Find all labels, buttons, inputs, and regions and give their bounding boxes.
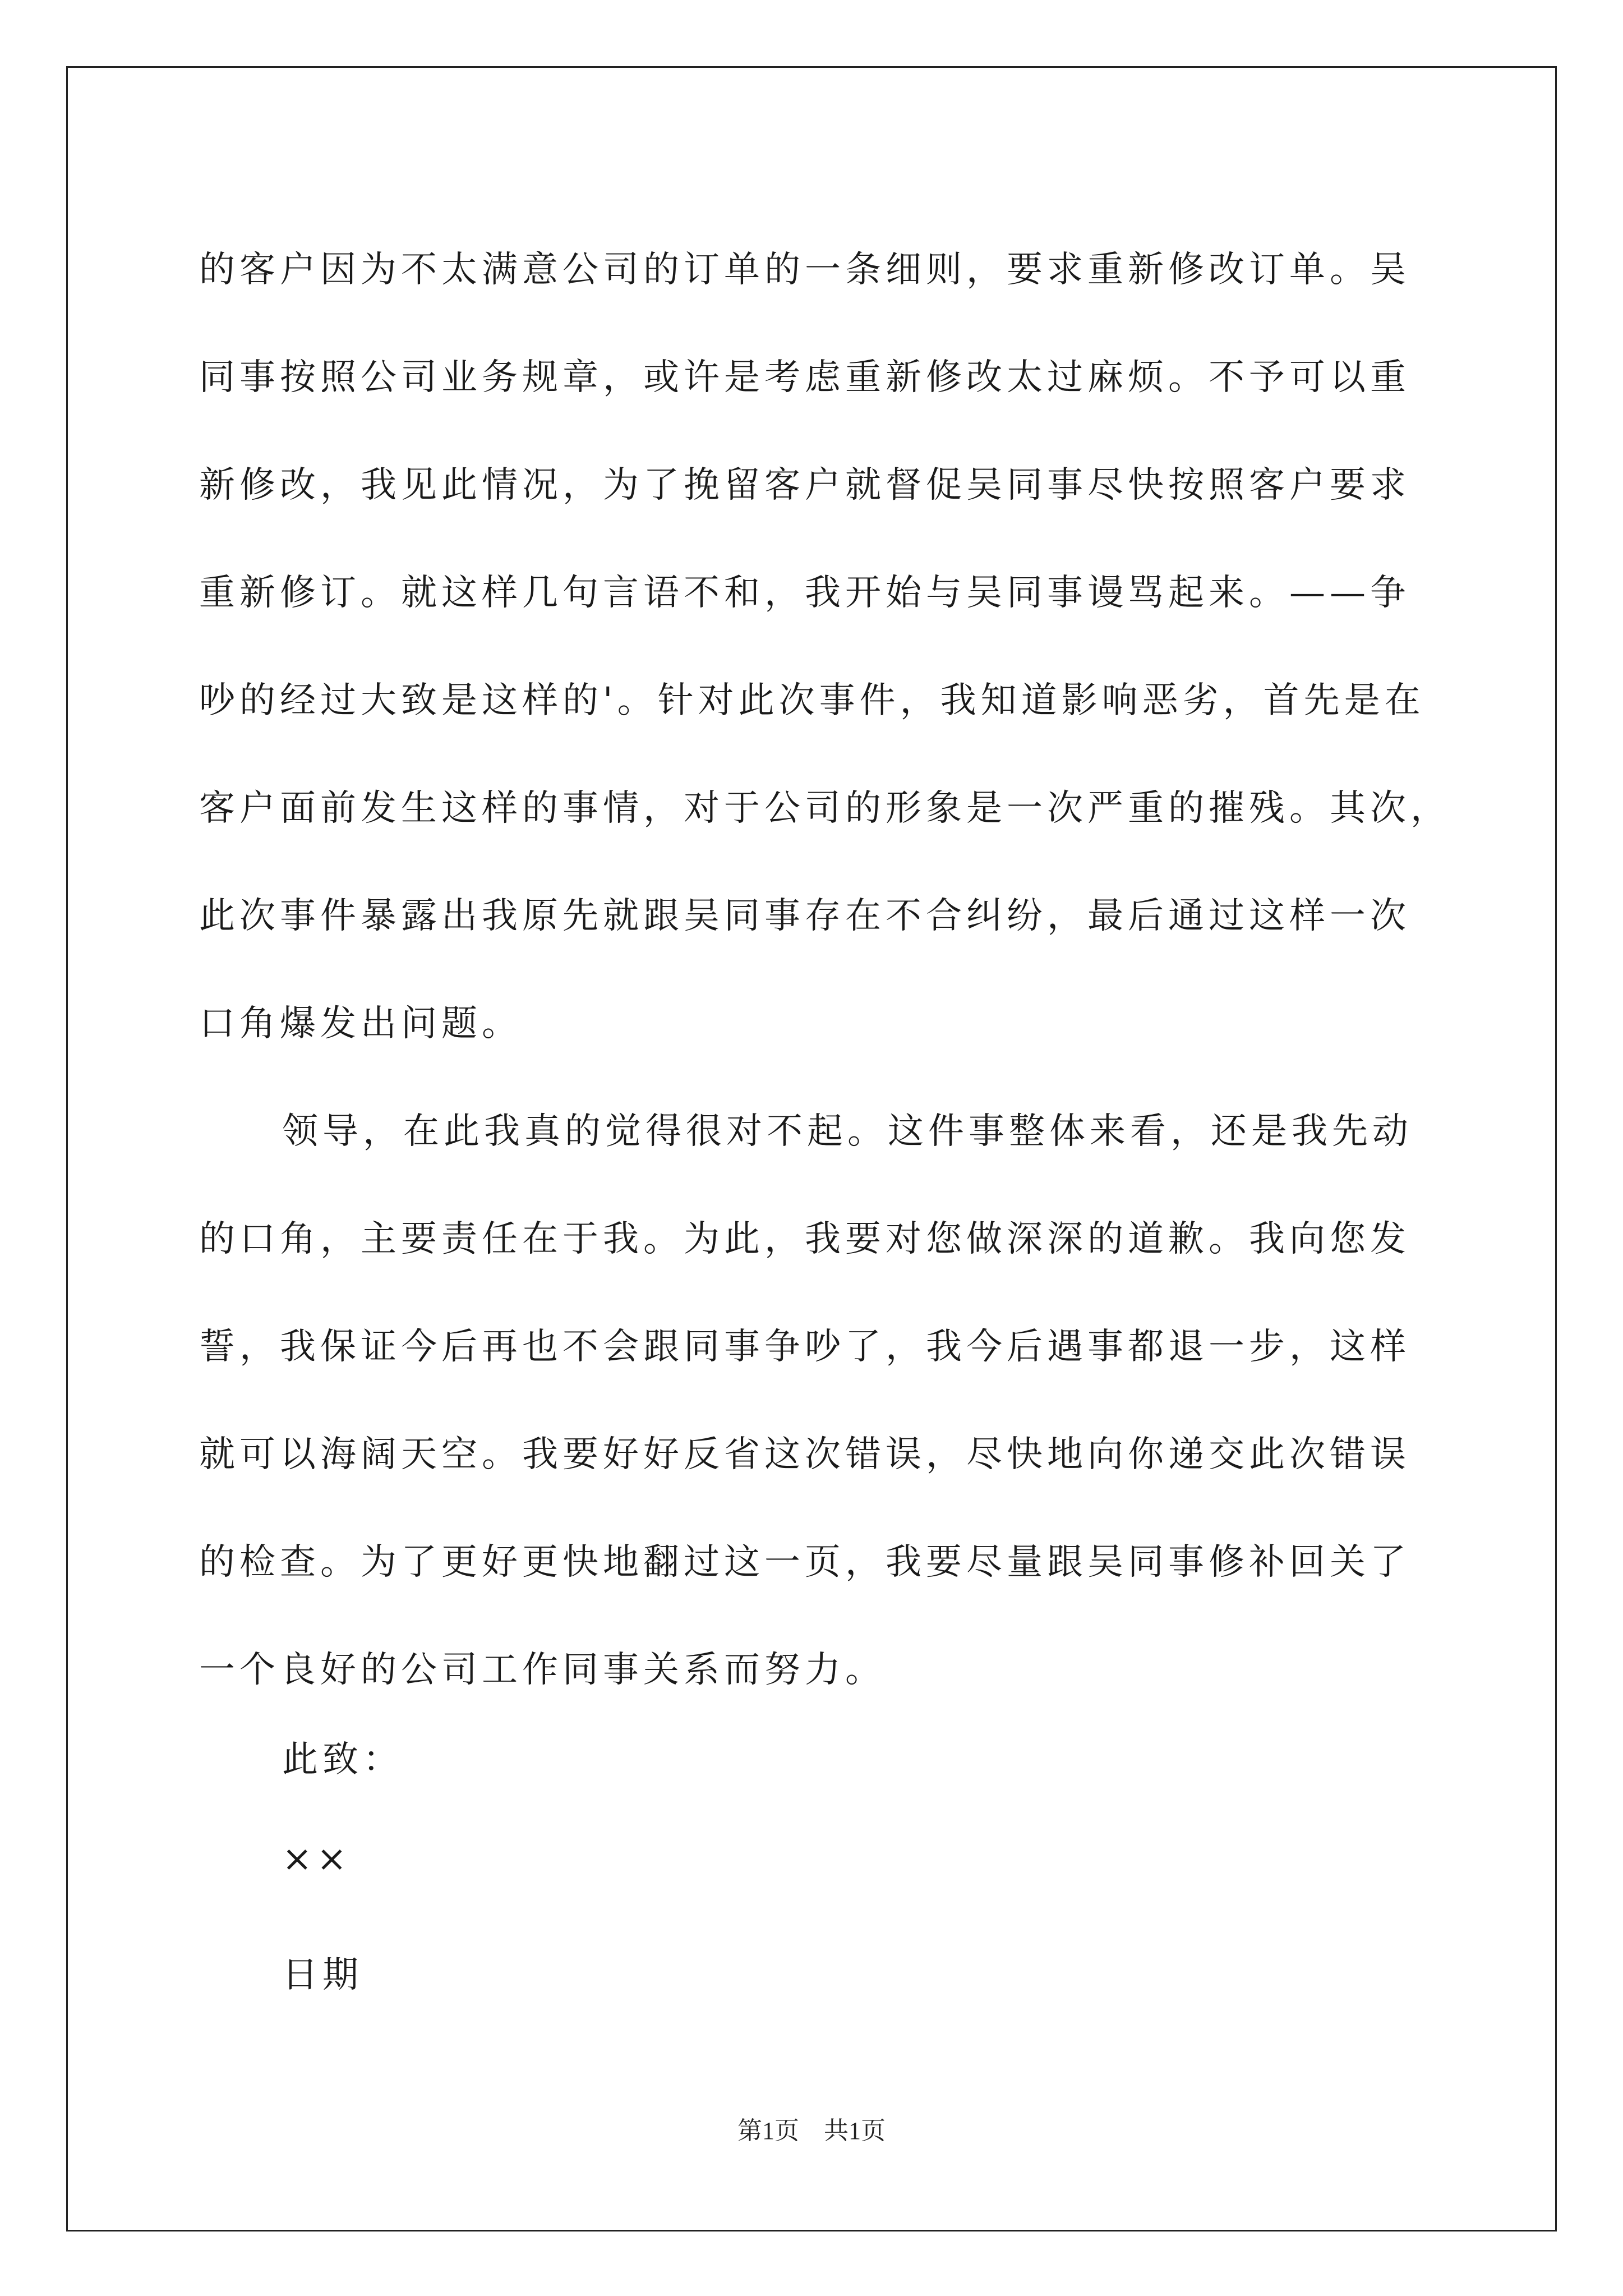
body-line: 重新修订。就这样几句言语不和，我开始与吴同事谩骂起来。——争 — [199, 572, 1410, 614]
body-line: 此次事件暴露出我原先就跟吴同事存在不合纠纷，最后通过这样一次 — [199, 895, 1410, 937]
body-line: 的客户因为不太满意公司的订单的一条细则，要求重新修改订单。吴 — [199, 249, 1410, 291]
closing-signature: ×× — [282, 1838, 352, 1880]
body-line: 誓，我保证今后再也不会跟同事争吵了，我今后遇事都退一步，这样 — [199, 1326, 1410, 1368]
closing-date: 日期 — [282, 1954, 363, 1996]
body-line: 同事按照公司业务规章，或许是考虑重新修改太过麻烦。不予可以重 — [199, 357, 1410, 398]
page-number-footer: 第1页 共1页 — [737, 2117, 886, 2145]
body-line: 口角爆发出问题。 — [199, 1003, 522, 1045]
body-line: 吵的经过大致是这样的'。针对此次事件，我知道影响恶劣，首先是在 — [199, 680, 1425, 721]
letter-body — [199, 216, 1451, 1724]
body-line: 一个良好的公司工作同事关系而努力。 — [199, 1649, 886, 1691]
body-line: 的口角，主要责任在于我。为此，我要对您做深深的道歉。我向您发 — [199, 1218, 1410, 1260]
body-line: 客户面前发生这样的事情，对于公司的形象是一次严重的摧残。其次， — [199, 788, 1451, 829]
body-line: 就可以海阔天空。我要好好反省这次错误，尽快地向你递交此次错误 — [199, 1434, 1410, 1475]
body-line: 新修改，我见此情况，为了挽留客户就督促吴同事尽快按照客户要求 — [199, 464, 1410, 506]
body-line: 的检查。为了更好更快地翻过这一页，我要尽量跟吴同事修补回关了 — [199, 1542, 1410, 1583]
closing-salutation: 此致： — [282, 1739, 403, 1780]
body-line: 领导，在此我真的觉得很对不起。这件事整体来看，还是我先动 — [282, 1111, 1413, 1152]
